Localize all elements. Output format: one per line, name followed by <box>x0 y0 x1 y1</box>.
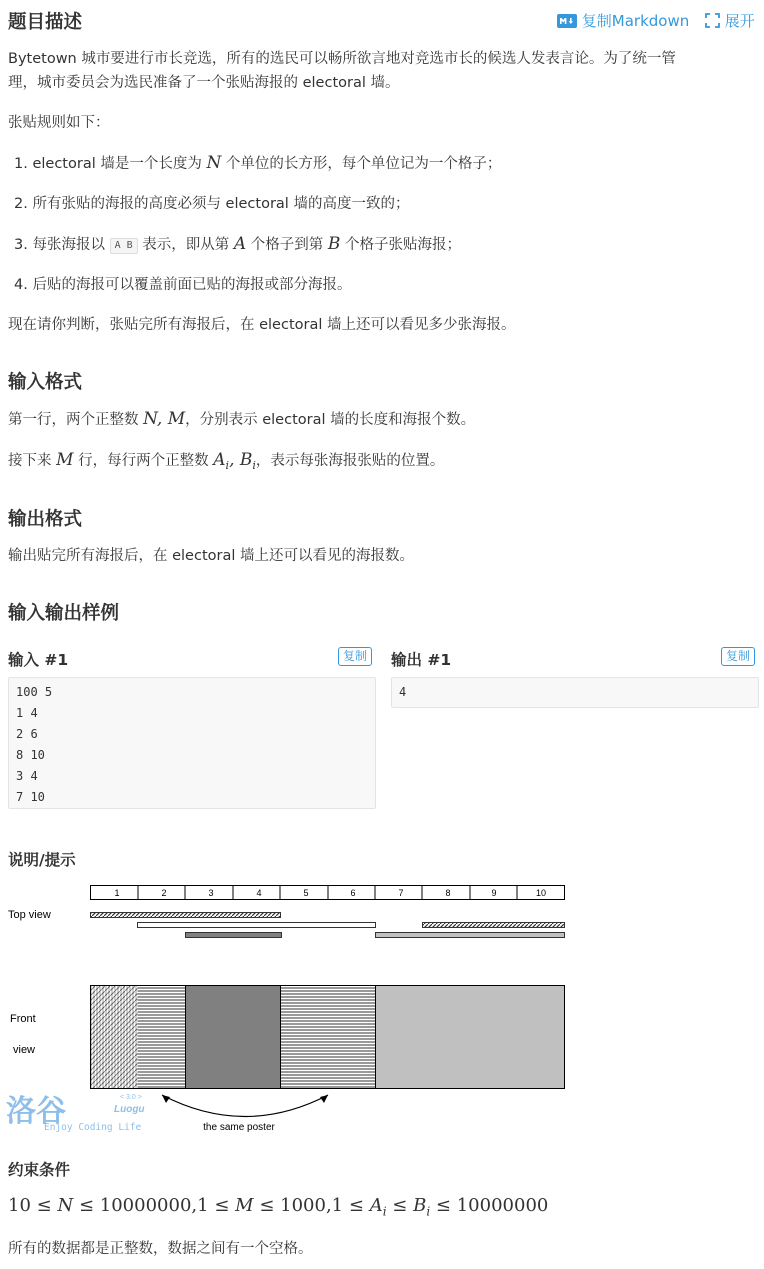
subscript-i: i <box>426 1204 431 1219</box>
text: 接下来 <box>8 453 57 469</box>
cell-label: 8 <box>445 888 451 898</box>
section-title-hint: 说明/提示 <box>8 851 76 869</box>
var-m: M <box>56 450 74 470</box>
var-a: A <box>369 1195 383 1216</box>
markdown-icon <box>557 14 577 32</box>
text: ，分别表示 electoral 墙的长度和海报个数。 <box>185 412 476 428</box>
var-b: B <box>327 234 341 254</box>
same-poster-label: the same poster <box>203 1122 275 1133</box>
var-b: B <box>413 1195 427 1216</box>
rule-text: 个格子张贴海报； <box>340 237 461 253</box>
watermark-slogan: Enjoy Coding Life <box>44 1122 142 1133</box>
front-view <box>91 986 565 1089</box>
code-line: 3 4 <box>16 769 38 783</box>
subscript-i: i <box>225 458 230 472</box>
inline-code: A B <box>110 238 138 254</box>
rule-number: 3. <box>14 237 28 253</box>
var-m: M <box>235 1195 254 1216</box>
cell-label: 3 <box>208 888 214 898</box>
num: 10000000 <box>456 1195 549 1216</box>
comma: , <box>229 450 240 470</box>
code-line: 4 <box>399 685 407 699</box>
rule-item-1 <box>14 151 501 176</box>
front-poster-3-4 <box>186 986 281 1089</box>
le: ≤ <box>36 1195 52 1216</box>
cell-label: 5 <box>303 888 309 898</box>
num: 1000, <box>280 1195 332 1216</box>
rule-text: 个格子到第 <box>246 237 328 253</box>
rule-text: electoral 墙是一个长度为 <box>32 156 207 172</box>
code-line: 1 4 <box>16 706 38 720</box>
section-title-input-format: 输入格式 <box>8 372 83 393</box>
constraints-note: 所有的数据都是正整数，数据之间有一个空格。 <box>8 1241 313 1257</box>
rule-text: 所有张贴的海报的高度必须与 electoral 墙的高度一致的； <box>32 196 410 212</box>
num: 1 <box>197 1195 209 1216</box>
cell-label: 6 <box>350 888 356 898</box>
input-format-line-1 <box>8 407 475 432</box>
le: ≤ <box>392 1195 408 1216</box>
text: 行，每行两个正整数 <box>73 453 214 469</box>
sample-output-code[interactable] <box>391 677 759 708</box>
rules-title: 张贴规则如下： <box>8 115 110 131</box>
intro-line-1: Bytetown 城市要进行市长竞选，所有的选民可以畅所欲言地对竞选市长的候选人发表言论。为了统一管 <box>8 51 676 67</box>
var-n-m: N, M <box>143 409 186 429</box>
text: ，表示每张海报张贴的位置。 <box>255 453 445 469</box>
code-line: 8 10 <box>16 748 45 762</box>
top-poster-8-10 <box>423 923 565 928</box>
section-title-output-format: 输出格式 <box>8 509 83 530</box>
le: ≤ <box>348 1195 364 1216</box>
var-ai: A <box>213 450 226 470</box>
num: 10000000, <box>99 1195 198 1216</box>
cell-label: 2 <box>161 888 167 898</box>
expand-label: 展开 <box>724 12 755 30</box>
le: ≤ <box>78 1195 95 1216</box>
watermark-name: 洛谷 <box>6 1094 66 1129</box>
num: 1 <box>331 1195 344 1216</box>
copy-markdown-label: 复制Markdown <box>581 12 690 30</box>
poster-figure <box>0 876 580 1138</box>
section-title-samples: 输入输出样例 <box>8 603 120 624</box>
top-view-label: Top view <box>8 909 51 921</box>
rule-text: 后贴的海报可以覆盖前面已贴的海报或部分海报。 <box>32 277 352 293</box>
code-line: 2 6 <box>16 727 38 741</box>
top-poster-7-10 <box>376 933 565 938</box>
sample-output-label: 输出 #1 <box>391 651 452 669</box>
rule-number: 1. <box>14 156 28 172</box>
subscript-i: i <box>382 1204 387 1219</box>
luogu-watermark <box>6 1094 145 1133</box>
front-poster-2 <box>138 986 186 1089</box>
constraints-formula <box>8 1192 548 1226</box>
code-line: 100 5 <box>16 685 53 699</box>
rule-text: 个单位的长方形，每个单位记为一个格子； <box>221 156 502 172</box>
var-n: N <box>206 153 222 173</box>
input-format-line-2 <box>8 448 444 478</box>
subscript-i: i <box>252 458 256 472</box>
cell-label: 9 <box>491 888 497 898</box>
output-format-text: 输出贴完所有海报后，在 electoral 墙上还可以看见的海报数。 <box>8 548 414 564</box>
intro-line-2: 理，城市委员会为选民准备了一个张贴海报的 electoral 墙。 <box>8 75 400 91</box>
copy-input-button[interactable]: 复制 <box>338 647 372 666</box>
front-poster-1-overlay <box>91 986 139 1089</box>
sample-input-code[interactable] <box>8 677 376 809</box>
rule-item-4 <box>14 273 351 297</box>
front-poster-5-6 <box>281 986 376 1089</box>
rule-number: 4. <box>14 277 28 293</box>
rule-item-2 <box>14 192 409 216</box>
cell-label: 4 <box>256 888 262 898</box>
watermark-sub: Luogu <box>114 1104 145 1115</box>
top-poster-2-6 <box>138 923 376 928</box>
text: 第一行，两个正整数 <box>8 412 144 428</box>
cell-row <box>91 886 565 900</box>
same-poster-arrow <box>162 1095 328 1117</box>
sample-input-label: 输入 #1 <box>8 651 69 669</box>
rule-number: 2. <box>14 196 28 212</box>
rule-text: 表示，即从第 <box>137 237 234 253</box>
section-title-constraints: 约束条件 <box>8 1161 71 1179</box>
front-view-label-2: view <box>13 1044 36 1056</box>
top-poster-3-4 <box>186 933 282 938</box>
section-title-description: 题目描述 <box>8 12 83 33</box>
front-view-label-1: Front <box>10 1013 36 1025</box>
le: ≤ <box>435 1195 451 1216</box>
rule-text: 每张海报以 <box>32 237 110 253</box>
copy-output-button[interactable]: 复制 <box>721 647 755 666</box>
le: ≤ <box>214 1195 230 1216</box>
le: ≤ <box>259 1195 275 1216</box>
expand-icon <box>705 13 720 32</box>
question-text: 现在请你判断，张贴完所有海报后，在 electoral 墙上还可以看见多少张海报。 <box>8 317 516 333</box>
copy-markdown-button[interactable] <box>557 10 689 32</box>
code-line: 7 10 <box>16 790 45 804</box>
cell-label: 1 <box>114 888 120 898</box>
front-poster-7-10 <box>376 986 565 1089</box>
top-poster-1-4 <box>91 913 281 918</box>
num: 10 <box>8 1195 31 1216</box>
cell-label: 7 <box>398 888 404 898</box>
var-n: N <box>57 1195 74 1216</box>
cell-label: 10 <box>535 888 547 898</box>
rule-item-3 <box>14 232 461 257</box>
expand-button[interactable] <box>705 10 755 32</box>
var-a: A <box>233 234 247 254</box>
watermark-version: < 3.0 > <box>120 1094 142 1101</box>
var-bi: B <box>239 450 253 470</box>
